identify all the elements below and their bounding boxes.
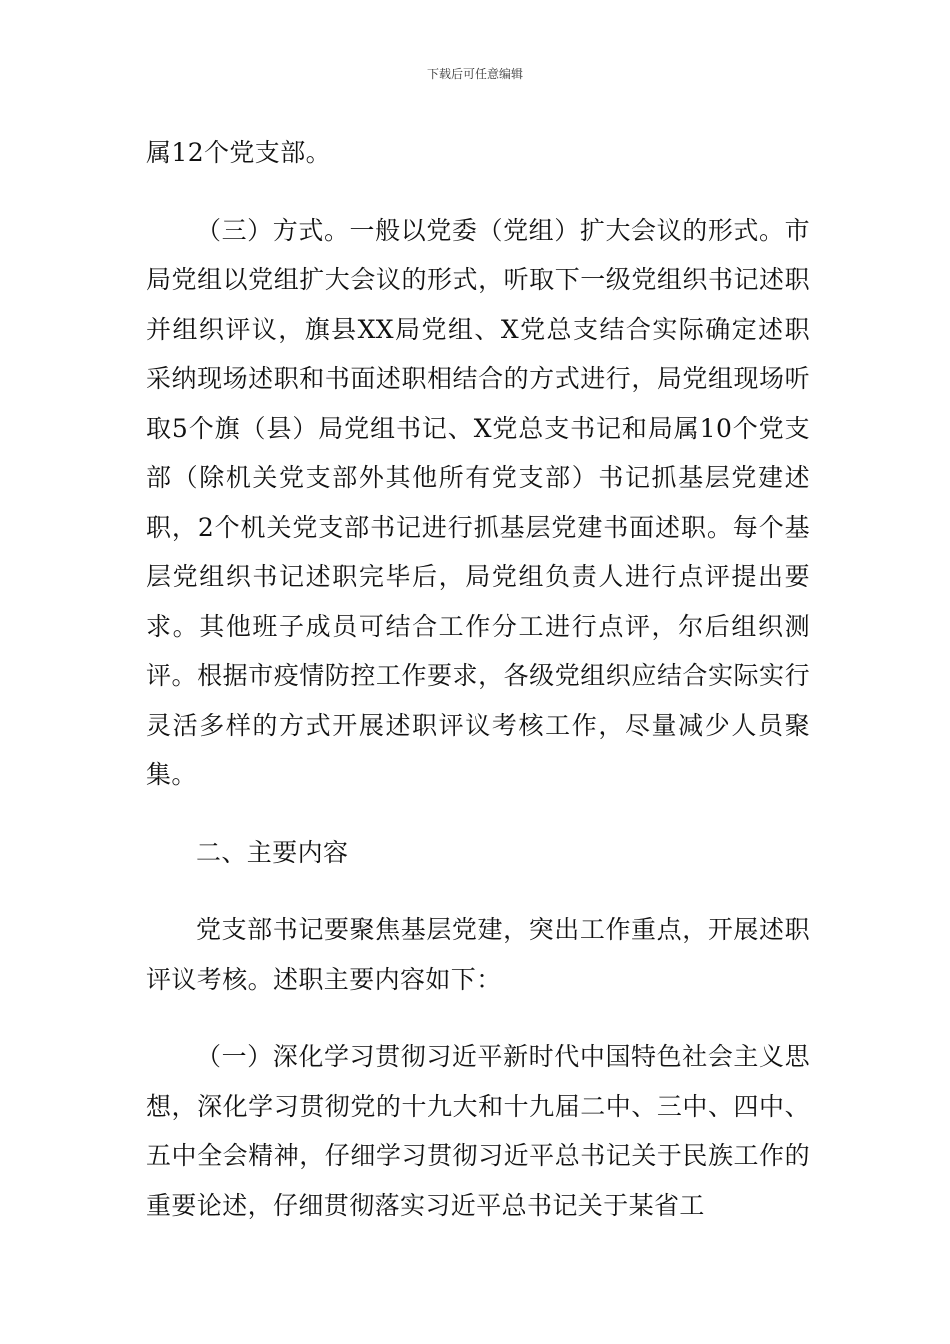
section-heading-main-content: 二、主要内容 — [196, 837, 349, 867]
paragraph-gap — [146, 1004, 810, 1032]
paragraph-gap — [146, 877, 810, 905]
paragraph-continuation: 属12个党支部。 — [146, 138, 332, 167]
document-body — [146, 128, 810, 1230]
paragraph-method: （三）方式。一般以党委（党组）扩大会议的形式。市局党组以党组扩大会议的形式，听取下一级党组织书记述职并组织评议，旗县XX局党组、X党总支结合实际确定述职采纳现场述职和书面述职相结合的方式进行，局党组现场听取5个旗（县）局党组书记、X党总支书记和局属10个党支部（除机关党支部外其他所有党支部）书记抓基层党建述职，2个机关党支部书记进行抓基层党建书面述职。每个基层党组织书记述职完毕后，局党组负责人进行点评提出要求。其他班子成员可结合工作分工进行点评，尔后组织测评。根据市疫情防控工作要求，各级党组织应结合实际实行灵活多样的方式开展述职评议考核工作，尽量减少人员聚集。 — [146, 215, 810, 789]
paragraph-intro: 党支部书记要聚焦基层党建，突出工作重点，开展述职评议考核。述职主要内容如下： — [146, 915, 810, 994]
paragraph-item-one: （一）深化学习贯彻习近平新时代中国特色社会主义思想，深化学习贯彻党的十九大和十九届二中、三中、四中、五中全会精神，仔细学习贯彻习近平总书记关于民族工作的重要论述，仔细贯彻落实习近平总书记关于某省工 — [146, 1042, 810, 1220]
page-header-note: 下载后可任意编辑 — [426, 67, 523, 81]
paragraph-gap — [146, 800, 810, 828]
paragraph-gap — [146, 178, 810, 206]
